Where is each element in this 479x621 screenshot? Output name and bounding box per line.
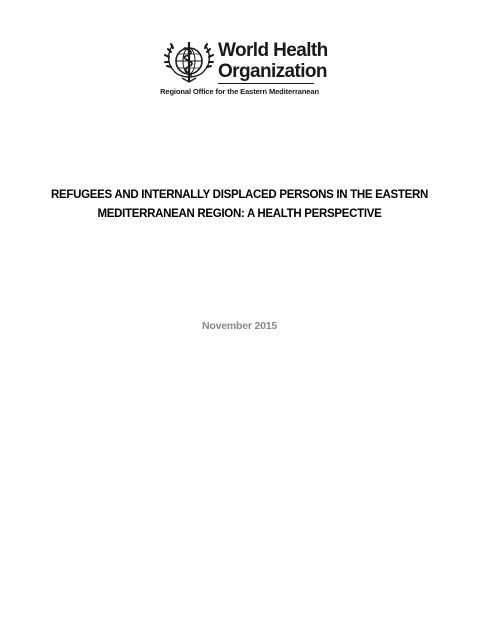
document-title-line1: REFUGEES AND INTERNALLY DISPLACED PERSONS IN THE EASTERN [50,189,429,201]
header-divider [218,83,314,84]
who-emblem-icon [164,37,214,87]
who-logo [164,37,328,87]
organization-name-line1: World Health [218,40,328,61]
document-title [30,186,449,224]
regional-office-label: Regional Office for the Eastern Mediterranean [160,87,319,96]
organization-name-line2: Organization [218,61,327,82]
publication-date: November 2015 [201,320,278,332]
document-title-line2: MEDITERRANEAN REGION: A HEALTH PERSPECTIVE [97,208,382,220]
organization-name [218,40,328,82]
